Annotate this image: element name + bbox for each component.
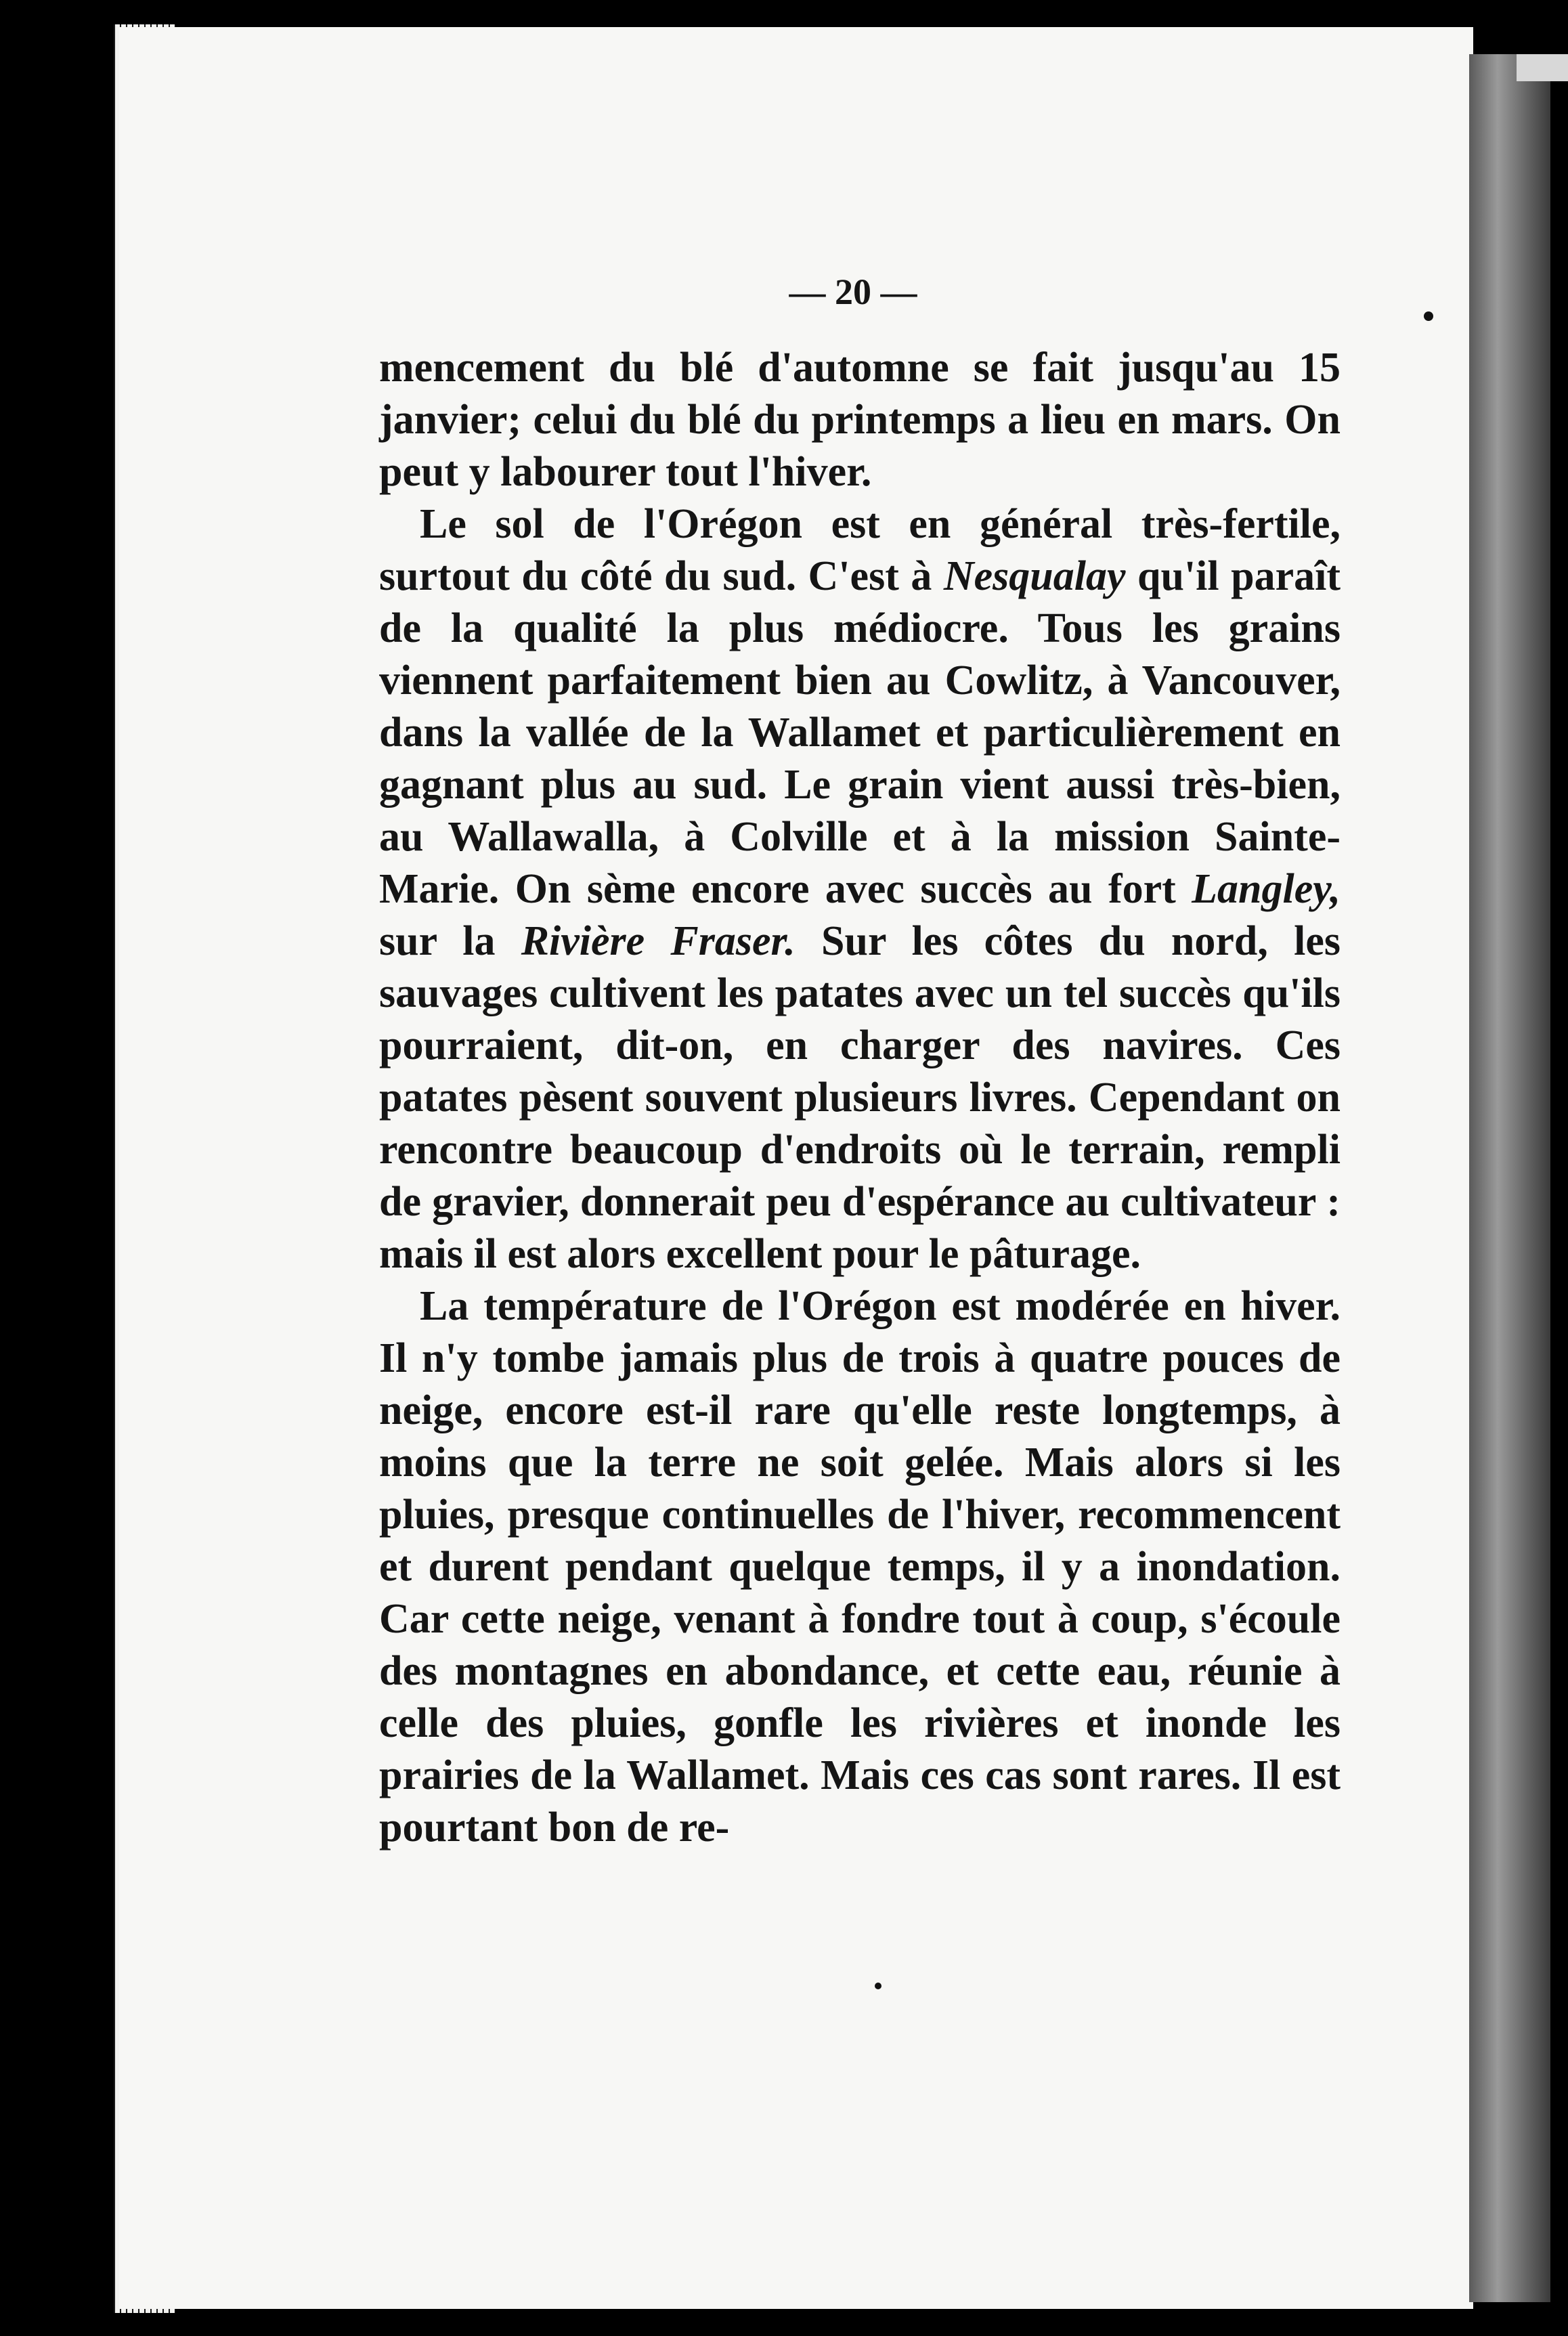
paragraph	[379, 498, 1341, 1280]
body-text	[379, 342, 1341, 1854]
paragraph	[379, 342, 1341, 498]
text-run: mencement du blé d'automne se fait jusqu'au 15 janvier; celui du blé du printemps a lieu en mars. On peut y labourer tout l'hiver.	[379, 345, 1341, 495]
text-run: Sur les côtes du nord, les sauvages cultivent les patates avec un tel succès qu'ils pourraient, dit-on, en charger des navires. Ces patates pèsent souvent plusieurs livres. Cependant on rencontre beaucoup d'endroits où le terrain, rempli de gravier, donnerait peu d'espérance au cultivateur : mais il est alors excellent pour le pâturage.	[379, 918, 1341, 1277]
text-run: sur la	[379, 918, 521, 964]
right-page-shadow	[1469, 54, 1550, 2302]
speck-mark	[1424, 311, 1433, 321]
italic-text: Nesqualay	[943, 553, 1126, 599]
italic-text: Rivière Fraser.	[521, 918, 796, 964]
paragraph	[379, 1280, 1341, 1854]
speck-mark	[875, 1983, 881, 1989]
right-edge	[1517, 54, 1568, 81]
page-number: — 20 —	[789, 272, 917, 312]
italic-text: Langley,	[1192, 866, 1341, 912]
text-run: qu'il paraît de la qualité la plus médiocre. Tous les grains viennent parfaitement bien au Cowlitz, à Vancouver, dans la vallée de la Wallamet et particulièrement en gagnant plus au sud. Le grain vient aussi très-bien, au Wallawalla, à Colville et à la mission Sainte-Marie. On sème encore avec succès au fort	[379, 553, 1341, 912]
text-run: Le sol de l'Orégon est en général très-fertile, surtout du côté du sud. C'est à	[379, 501, 1341, 599]
text-run: La température de l'Orégon est modérée en hiver. Il n'y tombe jamais plus de trois à quatre pouces de neige, encore est-il rare qu'elle reste longtemps, à moins que la terre ne soit gelée. Mais alors si les pluies, presque continuelles de l'hiver, recommencent et durent pendant quelque temps, il y a inondation. Car cette neige, venant à fondre tout à coup, s'écoule des montagnes en abondance, et cette eau, réunie à celle des pluies, gonfle les rivières et inonde les prairies de la Wallamet. Mais ces cas sont rares. Il est pourtant bon de re-	[379, 1283, 1341, 1851]
